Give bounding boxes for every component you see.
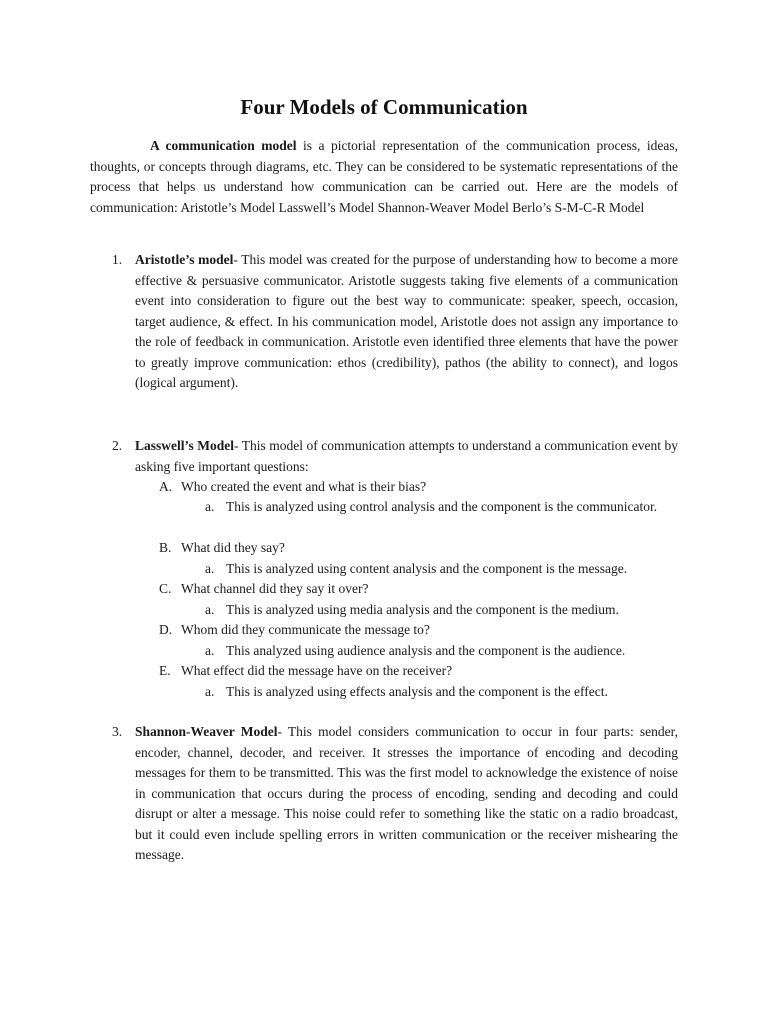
question-text: What channel did they say it over? — [181, 581, 369, 596]
section-text: - This model was created for the purpose of understanding how to become a more effective & persuasive communicator. Aristotle suggests taking five elements of a communication event into consideration to figure out the best way to communicate: speaker, speech, occasion, target audience, & effect. In his communication model, Aristotle does not assign any importance to the role of feedback in communication. Aristotle even identified three elements that have the power to greatly improve communication: ethos (credibility), pathos (the ability to connect), and logos (logical argument). — [135, 252, 678, 390]
answer-letter: a. — [205, 602, 215, 617]
question-text: Who created the event and what is their bias? — [181, 479, 427, 494]
page-title: Four Models of Communication — [240, 95, 528, 119]
section-aristotle — [135, 250, 678, 394]
answer-text: This is analyzed using media analysis and the component is the medium. — [226, 602, 619, 617]
answer-text: This analyzed using audience analysis and the component is the audience. — [226, 643, 626, 658]
question-text: What did they say? — [181, 540, 285, 555]
intro-lead: A communication model — [150, 138, 297, 153]
answer-letter: a. — [205, 643, 215, 658]
section-text: - This model considers communication to occur in four parts: sender, encoder, channel, decoder, and receiver. It stresses the importance of encoding and decoding messages for them to be transmitted. This was the first model to acknowledge the existence of noise in communication that occurs during the process of encoding, sending and decoding and could disrupt or alter a message. This noise could refer to something like the static on a radio broadcast, but it could even include spelling errors in written communication or the receiver mishearing the message. — [135, 724, 678, 862]
intro-paragraph — [90, 136, 678, 218]
question-letter: B. — [159, 540, 172, 555]
question-letter: A. — [159, 479, 173, 494]
question-text: Whom did they communicate the message to? — [181, 622, 430, 637]
question-text: What effect did the message have on the receiver? — [181, 663, 453, 678]
section-heading: Shannon-Weaver Model — [135, 724, 278, 739]
section-number: 2. — [112, 438, 123, 453]
intro-text: is a pictorial representation of the communication process, ideas, thoughts, or concepts through diagrams, etc. They can be considered to be systematic representations of the process that helps us understand how communication can be carried out. Here are the models of communication: Aristotle’s Model Lasswell’s Model Shannon-Weaver Model Berlo’s S-M-C-R Model — [90, 138, 679, 215]
answer-letter: a. — [205, 561, 215, 576]
question-letter: E. — [159, 663, 171, 678]
answer-letter: a. — [205, 684, 215, 699]
answer-text: This is analyzed using effects analysis and the component is the effect. — [226, 684, 608, 699]
answer-letter: a. — [205, 499, 215, 514]
question-letter: C. — [159, 581, 172, 596]
section-text: - This model of communication attempts to understand a communication event by asking five important questions: — [135, 438, 679, 474]
section-lasswell — [135, 436, 678, 477]
answer-text: This is analyzed using content analysis and the component is the message. — [226, 561, 628, 576]
section-heading: Lasswell’s Model — [135, 438, 235, 453]
section-number: 3. — [112, 724, 123, 739]
question-letter: D. — [159, 622, 173, 637]
section-heading: Aristotle’s model — [135, 252, 234, 267]
section-number: 1. — [112, 252, 123, 267]
answer-text: This is analyzed using control analysis and the component is the communicator. — [226, 499, 658, 514]
section-shannon-weaver — [135, 722, 678, 866]
